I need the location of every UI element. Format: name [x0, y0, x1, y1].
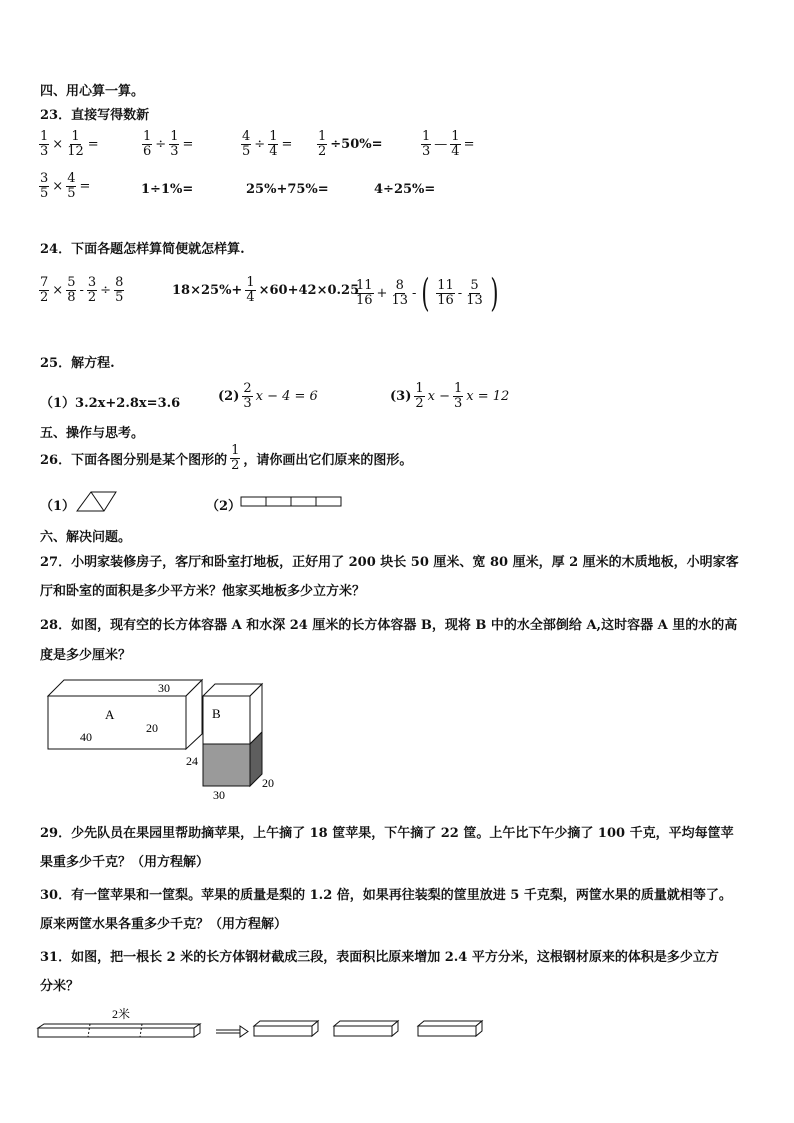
q30-line-2: 原来两筐水果各重多少千克？（用方程解） — [40, 917, 288, 932]
q28-line-1: 28．如图，现有空的长方体容器 A 和水深 24 厘米的长方体容器 B，现将 B 中的水全部倒给 A,这时容器 A 里的水的高 — [40, 618, 738, 633]
container-a-side-label: 20 — [146, 721, 158, 735]
q26-title: 26．下面各图分别是某个图形的 $\frac{1}{2}$ ，请你画出它们原来的图形。 — [40, 443, 413, 473]
q31-line-2: 分米？ — [40, 979, 80, 994]
q23-expr-1: $\frac{1}{3}$ × $\frac{1}{12}$ = — [40, 129, 99, 159]
q26-label-2: （2） — [206, 499, 242, 514]
container-a-name: A — [105, 707, 115, 722]
q25-problem-2-expr: x − 4 = 6 — [255, 388, 318, 404]
container-a — [48, 680, 202, 749]
q29-line-1: 29．少先队员在果园里帮助摘苹果，上午摘了 18 筐苹果，下午摘了 22 筐。上午比下午少摘了 100 千克，平均每筐苹 — [40, 826, 734, 841]
q26-figure-1-trapezoid — [74, 489, 120, 515]
steel-bar-length-label: 2米 — [112, 1007, 131, 1021]
section-5-heading: 五、操作与思考。 — [40, 426, 145, 441]
q29-line-2: 果重多少千克？（用方程解） — [40, 855, 210, 870]
arrow-right-icon — [216, 1026, 248, 1037]
q25-problem-1: （1）3.2x+2.8x=3.6 — [40, 396, 181, 411]
q26-title-part-a: 26．下面各图分别是某个图形的 — [40, 452, 228, 468]
container-a-front-label: 40 — [80, 730, 92, 744]
q24-expr-2-part-a: 18×25%+ — [172, 282, 243, 298]
q25-problem-3: (3) $\frac{1}{2}$ x − $\frac{1}{3}$ x = 12 — [390, 381, 510, 411]
container-a-top-label: 30 — [158, 681, 170, 695]
steel-piece-3 — [418, 1021, 482, 1036]
section-4-heading: 四、用心算一算。 — [40, 84, 145, 99]
q24-expr-1: $\frac{7}{2}$ × $\frac{5}{8}$ - $\frac{3}{2}$ ÷ $\frac{8}{5}$ — [40, 275, 124, 305]
container-b-side-label: 20 — [262, 776, 274, 790]
steel-piece-1 — [254, 1021, 318, 1036]
q25-problem-3-expr-b: x = 12 — [466, 388, 510, 404]
q23-title: 23．直接写得数新 — [40, 108, 150, 123]
q23-expr-2: $\frac{1}{6}$ ÷ $\frac{1}{3}$ = — [143, 129, 194, 159]
q24-expr-3: $\frac{11}{16}$ + $\frac{8}{13}$ - ( $\frac{11}{16}$ - $\frac{5}{13}$ ) — [356, 271, 499, 315]
steel-bar — [38, 1006, 200, 1037]
q26-figure-2-strip — [240, 495, 344, 509]
q23-expr-3: $\frac{4}{5}$ ÷ $\frac{1}{4}$ = — [242, 129, 293, 159]
container-b-name: B — [212, 706, 221, 721]
q24-title: 24．下面各题怎样算简便就怎样算. — [40, 242, 245, 257]
q31-figure — [36, 1004, 496, 1044]
q30-line-1: 30．有一筐苹果和一筐梨。苹果的质量是梨的 1.2 倍，如果再往装梨的筐里放进 5 千克梨，两筐水果的质量就相等了。 — [40, 888, 732, 903]
container-b-bottom-label: 30 — [213, 788, 225, 802]
q28-line-2: 度是多少厘米？ — [40, 648, 132, 663]
q23-expr-6: $\frac{3}{5}$ × $\frac{4}{5}$ = — [40, 171, 91, 201]
q23-expr-8: 25%+75%= — [246, 182, 329, 197]
q23-expr-7: 1÷1%= — [141, 182, 194, 197]
q25-problem-2: (2) $\frac{2}{3}$ x − 4 = 6 — [218, 381, 318, 411]
q31-line-1: 31．如图，把一根长 2 米的长方体钢材截成三段，表面积比原来增加 2.4 平方分米，这根钢材原来的体积是多少立方 — [40, 950, 719, 965]
container-b-depth-label: 24 — [186, 754, 198, 768]
steel-piece-2 — [334, 1021, 398, 1036]
q26-title-part-b: ，请你画出它们原来的图形。 — [243, 452, 413, 468]
q24-expr-2: 18×25%+ $\frac{1}{4}$ ×60+42×0.25 — [172, 275, 360, 305]
q27-line-1: 27．小明家装修房子，客厅和卧室打地板，正好用了 200 块长 50 厘米、宽 80 厘米，厚 2 厘米的木质地板，小明家客 — [40, 555, 739, 570]
q25-title: 25．解方程. — [40, 356, 115, 371]
q23-expr-9: 4÷25%= — [374, 182, 436, 197]
q23-expr-5: $\frac{1}{3}$ — $\frac{1}{4}$ = — [422, 129, 475, 159]
q25-problem-3-expr-a: x − — [427, 388, 450, 404]
q28-figure — [40, 674, 290, 804]
section-6-heading: 六、解决问题。 — [40, 530, 132, 545]
q23-expr-4: $\frac{1}{2}$ ÷50%= — [318, 129, 383, 159]
q24-expr-2-part-b: ×60+42×0.25 — [258, 282, 360, 298]
q25-problem-2-label: (2) — [218, 388, 240, 404]
q25-problem-3-label: (3) — [390, 388, 412, 404]
q27-line-2: 厅和卧室的面积是多少平方米？他家买地板多少立方米？ — [40, 584, 366, 599]
q26-label-1: （1） — [40, 499, 76, 514]
